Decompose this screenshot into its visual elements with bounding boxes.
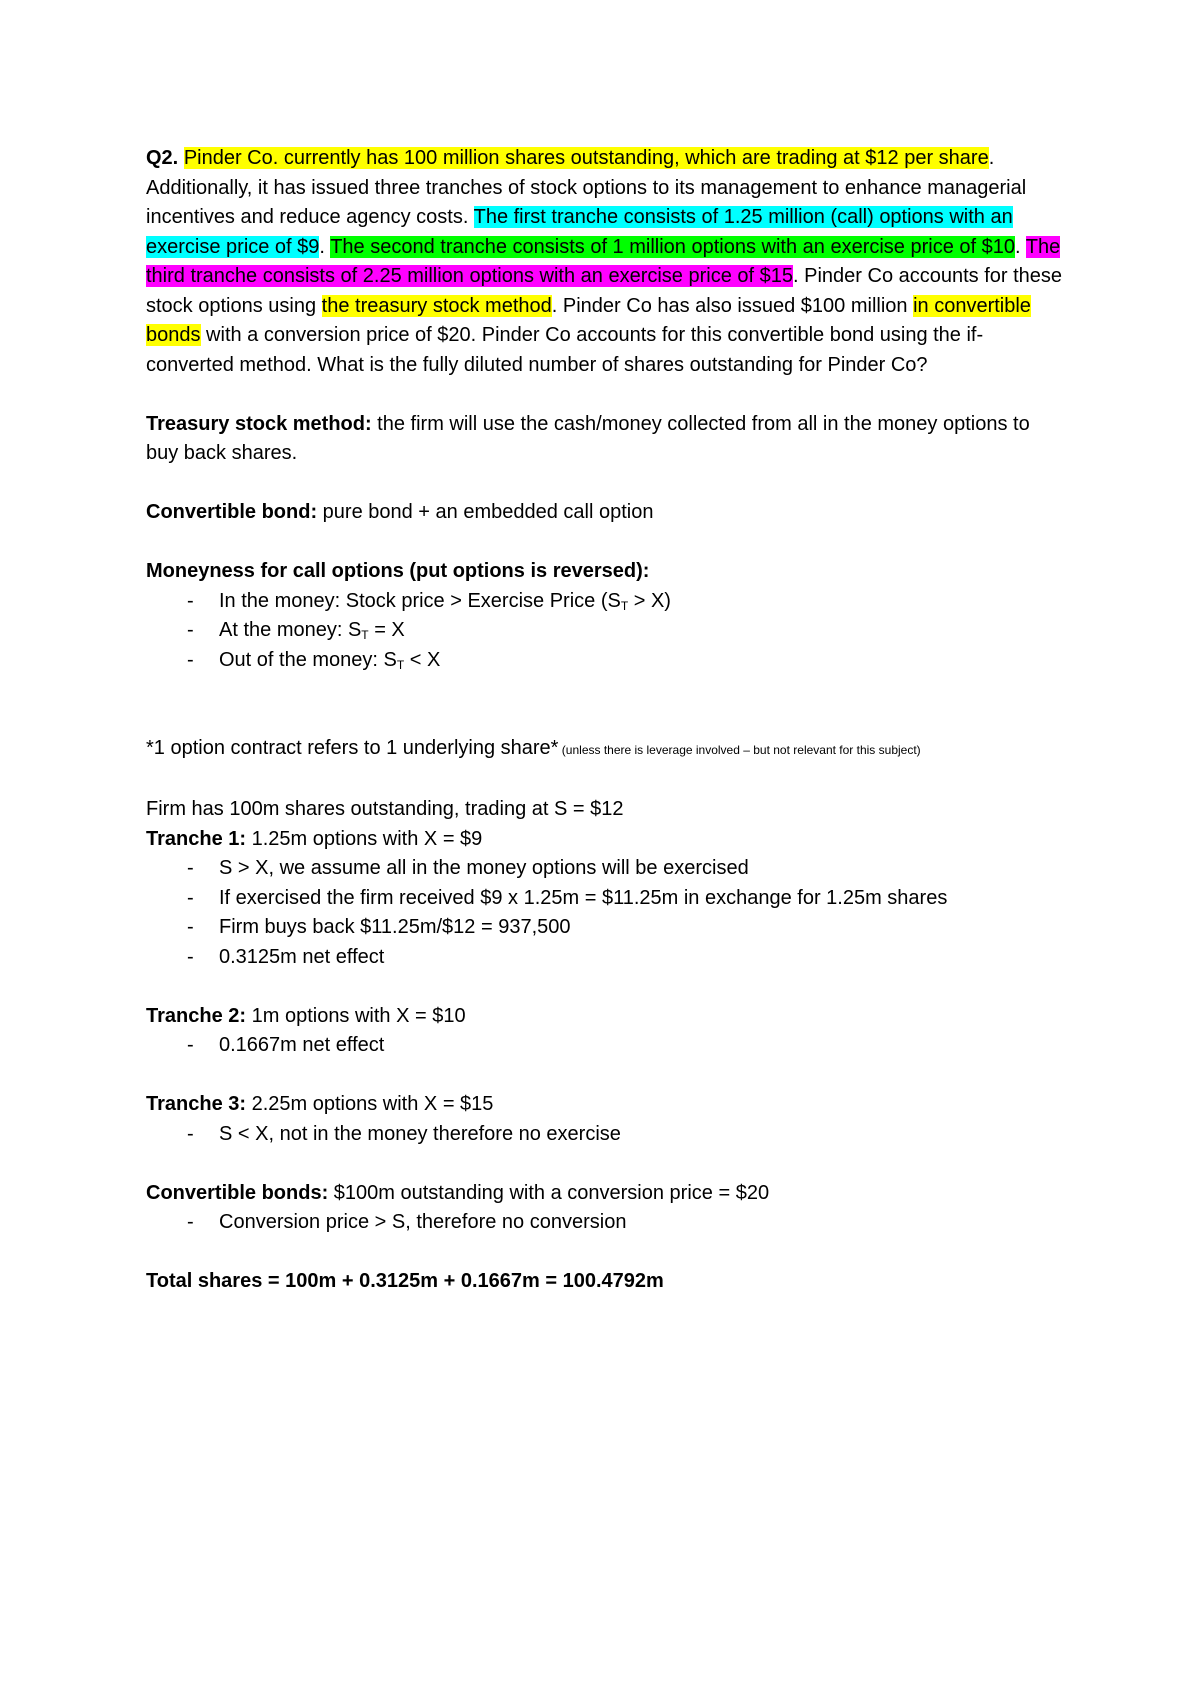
subscript: T [396,657,405,672]
tranche1-label: Tranche 1: [146,827,247,850]
total-shares-text: Total shares = 100m + 0.3125m + 0.1667m = 100.4792m [146,1270,664,1292]
tranche3-text: 2.25m options with X = $15 [246,1093,494,1115]
moneyness-text: < X [404,648,441,671]
treasury-definition [146,410,1066,469]
highlight-magenta-tranche3: The third tranche consists of 2.25 million options with an exercise price of $15 [146,235,1061,287]
total-shares [146,1267,1066,1297]
moneyness-text: > X) [628,589,671,612]
tranche3-label: Tranche 3: [146,1093,247,1115]
tranche2-label: Tranche 2: [146,1004,247,1027]
moneyness-text: = X [368,619,405,641]
moneyness-list [146,587,1066,676]
list-item: - If exercised the firm received $9 x 1.25m = $11.25m in exchange for 1.25m shares [146,884,1066,914]
highlight-yellow-shares: Pinder Co. currently has 100 million shares outstanding, which are trading at $12 per share [183,147,989,169]
convertible-text: pure bond + an embedded call option [317,501,654,523]
document-body [146,144,1066,1297]
note-small: (unless there is leverage involved – but not relevant for this subject) [558,743,921,757]
list-item: - Firm buys back $11.25m/$12 = 937,500 [146,913,1066,943]
list-item [146,587,1066,617]
highlight-cyan-tranche1: The first tranche consists of 1.25 million (call) options with an exercise price of $9 [146,206,1013,258]
list-item: - S < X, not in the money therefore no exercise [146,1120,1066,1150]
convertible-bonds-list [146,1208,1066,1238]
note-main: *1 option contract refers to 1 underlying share* [146,737,559,759]
tranche2-heading [146,1002,1066,1032]
firm-line: Firm has 100m shares outstanding, trading at S = $12 [146,798,624,820]
tranche3-list [146,1120,1066,1150]
moneyness-heading [146,557,1066,587]
subscript: T [620,598,629,613]
question-label: Q2. [146,147,179,169]
list-item: - S > X, we assume all in the money options will be exercised [146,854,1066,884]
list-item: - 0.1667m net effect [146,1031,1066,1061]
list-item: - 0.3125m net effect [146,943,1066,973]
convertible-bonds-text: $100m outstanding with a conversion price = $20 [328,1181,770,1204]
question-text: with a conversion price of $20. Pinder Co accounts for this convertible bond using the if- converted method. What is the fully diluted number of shares outstanding for Pinder Co? [146,324,984,376]
moneyness-text: In the money: Stock price > Exercise Price (S [219,589,621,612]
question-text: . [1015,235,1026,258]
question-text: . Additionally, it has issued three tranches of stock options to its management to enhance managerial incentives and reduce agency costs. [146,147,1027,228]
moneyness-text: At the money: S [219,619,362,641]
list-item [146,616,1066,646]
treasury-text: the firm will use the cash/money collected from all in the money options to buy back shares. [146,412,1030,464]
convertible-definition [146,498,1066,528]
convertible-label: Convertible bond: [146,501,318,523]
highlight-yellow-treasury: the treasury stock method [321,294,552,317]
moneyness-heading-text: Moneyness for call options (put options is reversed): [146,560,650,582]
question-text: . Pinder Co accounts for these stock options using [146,265,1063,317]
moneyness-text: Out of the money: S [219,648,397,671]
list-item [146,646,1066,676]
convertible-bonds-heading [146,1179,1066,1209]
question-text: . [319,235,331,258]
question-paragraph [146,144,1066,380]
tranche1-text: 1.25m options with X = $9 [246,827,483,850]
tranche1-heading [146,825,1066,855]
tranche2-list [146,1031,1066,1061]
question-text: . Pinder Co has also issued $100 million [551,294,914,317]
tranche3-heading [146,1090,1066,1120]
tranche2-text: 1m options with X = $10 [246,1004,466,1027]
highlight-green-tranche2: The second tranche consists of 1 million options with an exercise price of $10 [330,235,1015,258]
treasury-label: Treasury stock method: [146,412,372,435]
option-contract-note [146,734,1066,766]
list-item: - Conversion price > S, therefore no conversion [146,1208,1066,1238]
highlight-yellow-convertible: in convertible bonds [146,294,1031,346]
convertible-bonds-label: Convertible bonds: [146,1181,329,1204]
tranche1-list [146,854,1066,972]
subscript: T [361,628,369,642]
